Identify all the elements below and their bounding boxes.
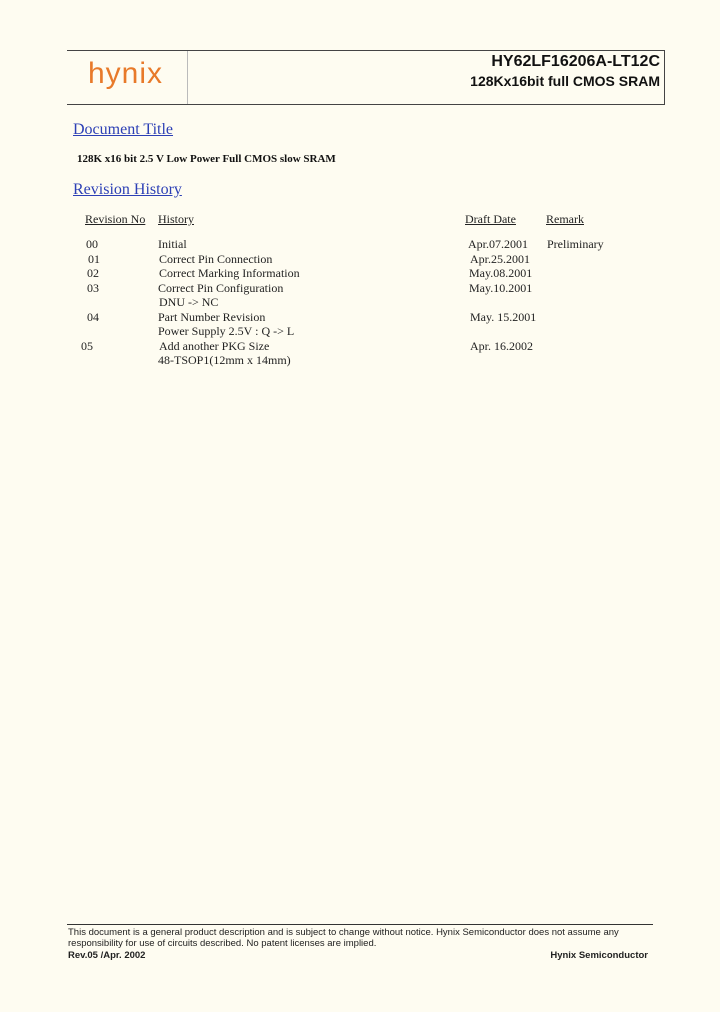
part-number: HY62LF16206A-LT12C: [491, 53, 660, 70]
table-row-remark: Preliminary: [547, 237, 604, 251]
footer-divider: [67, 924, 653, 925]
table-row-history: Part Number Revision: [158, 310, 266, 324]
table-row-date: May.08.2001: [469, 266, 533, 280]
table-row-history: Correct Marking Information: [159, 266, 300, 280]
revision-history-heading[interactable]: Revision History: [73, 181, 182, 198]
table-row-rev: 03: [87, 281, 99, 295]
table-row-history-detail: DNU -> NC: [159, 295, 219, 309]
footer-disclaimer-line2: responsibility for use of circuits described. No patent licenses are implied.: [68, 938, 377, 949]
table-row-history: Initial: [158, 237, 187, 251]
footer-disclaimer-line1: This document is a general product description and is subject to change without notice. Hynix Semiconductor does not assume any: [68, 927, 619, 938]
table-row-history: Correct Pin Configuration: [158, 281, 284, 295]
table-row-date: Apr.25.2001: [470, 252, 530, 266]
table-row-history: Correct Pin Connection: [159, 252, 273, 266]
document-header: [67, 50, 665, 105]
hynix-logo: hynix: [88, 57, 164, 90]
column-header-history: History: [158, 212, 194, 226]
table-row-history-detail: Power Supply 2.5V : Q -> L: [158, 324, 295, 338]
table-row-history: Add another PKG Size: [159, 339, 270, 353]
footer-company: Hynix Semiconductor: [550, 950, 648, 961]
logo-area: [67, 51, 188, 104]
document-title-text: 128K x16 bit 2.5 V Low Power Full CMOS slow SRAM: [77, 153, 336, 165]
column-header-revision-no: Revision No: [85, 212, 146, 226]
table-row-rev: 02: [87, 266, 99, 280]
table-row-date: Apr.07.2001: [468, 237, 528, 251]
column-header-draft-date: Draft Date: [465, 212, 516, 226]
table-row-rev: 04: [87, 310, 99, 324]
table-row-rev: 00: [86, 237, 98, 251]
table-row-rev: 01: [88, 252, 100, 266]
part-description: 128Kx16bit full CMOS SRAM: [470, 73, 660, 89]
table-row-rev: 05: [81, 339, 93, 353]
table-row-date: May. 15.2001: [470, 310, 537, 324]
table-row-date: May.10.2001: [469, 281, 533, 295]
table-row-history-detail: 48-TSOP1(12mm x 14mm): [158, 353, 291, 367]
table-row-date: Apr. 16.2002: [470, 339, 533, 353]
document-title-heading[interactable]: Document Title: [73, 121, 174, 138]
column-header-remark: Remark: [546, 212, 584, 226]
footer-revision: Rev.05 /Apr. 2002: [68, 950, 146, 961]
